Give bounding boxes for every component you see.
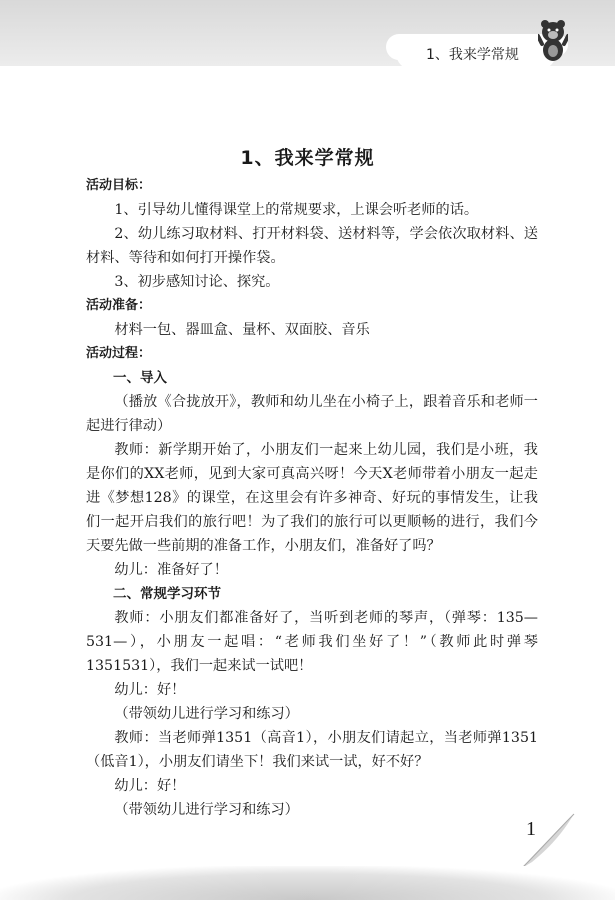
paragraph: （带领幼儿进行学习和练习） [114, 802, 299, 818]
page-number: 1 [526, 818, 536, 840]
paragraph: 幼儿：好！ [114, 778, 186, 794]
document-body [86, 174, 538, 822]
section-heading: 活动准备： [86, 298, 152, 313]
paragraph: 幼儿：准备好了！ [114, 562, 228, 578]
paragraph: 幼儿：好！ [114, 682, 186, 698]
paragraph: 教师：小朋友们都准备好了，当听到老师的琴声，（弹琴：135—531—），小朋友一起唱：“老师我们坐好了！”（教师此时弹琴1351531），我们一起来试一试吧！ [86, 610, 538, 674]
paragraph: 材料一包、器皿盒、量杯、双面胶、音乐 [114, 322, 370, 338]
paragraph: 1、引导幼儿懂得课堂上的常规要求，上课会听老师的话。 [114, 202, 479, 218]
footer-band [0, 866, 615, 900]
subsection-heading: 一、导入 [113, 370, 167, 386]
running-header-title: 1、我来学常规 [426, 47, 519, 63]
document-title: 1、我来学常规 [240, 147, 375, 169]
paragraph: 教师：当老师弹1351（高音1），小朋友们请起立，当老师弹1351（低音1），小朋友们请坐下！我们来试一试，好不好？ [86, 730, 538, 770]
paragraph: （播放《合拢放开》，教师和幼儿坐在小椅子上，跟着音乐和老师一起进行律动） [86, 394, 538, 434]
paragraph: 2、幼儿练习取材料、打开材料袋、送材料等，学会依次取材料、送材料、等待和如何打开操作袋。 [86, 226, 538, 266]
paragraph: 3、初步感知讨论、探究。 [114, 274, 280, 290]
subsection-heading: 二、常规学习环节 [113, 586, 221, 602]
paragraph: 教师：新学期开始了，小朋友们一起来上幼儿园，我们是小班，我是你们的XX老师，见到大家可真高兴呀！今天X老师带着小朋友一起走进《梦想128》的课堂，在这里会有许多神奇、好玩的事情发生，让我们一起开启我们的旅行吧！为了我们的旅行可以更顺畅的进行，我们今天要先做一些前期的准备工作，小朋友们，准备好了吗？ [86, 442, 538, 554]
bear-icon [538, 18, 568, 62]
paragraph: （带领幼儿进行学习和练习） [114, 706, 299, 722]
section-heading: 活动目标： [86, 178, 152, 193]
section-heading: 活动过程： [86, 346, 152, 361]
